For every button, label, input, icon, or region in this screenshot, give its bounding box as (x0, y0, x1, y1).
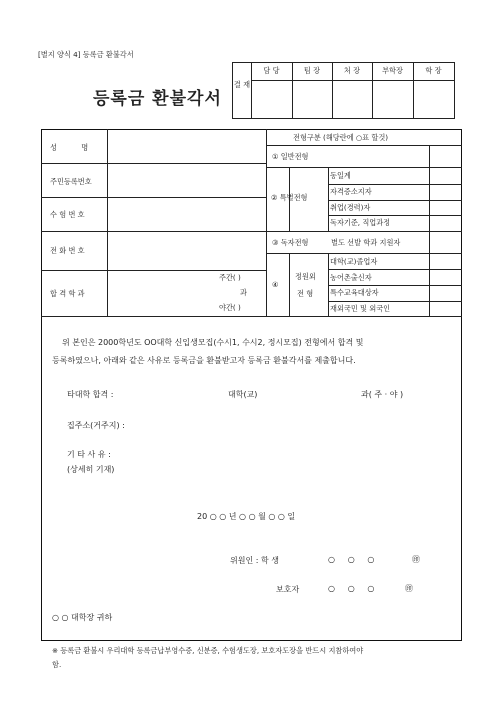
quota-item: 대학(교)졸업자 (330, 257, 378, 266)
reason-label: 기 타 사 유 : (67, 450, 111, 459)
applicant-label: 위원인 : 학 생 (230, 556, 279, 565)
independent-admission-label: ③ 독자전형 (272, 238, 309, 247)
general-check-cell[interactable] (430, 146, 461, 167)
footnote: ※ 등록금 환불시 우리대학 등록금납부영수증, 신분증, 수험생도장, 보호자도장을 반드시 지참하여야 (52, 646, 364, 655)
name-label: 성 명 (50, 143, 89, 152)
exam-number-label: 수 험 번 호 (50, 210, 85, 219)
special-admission-label: ② 특별전형 (271, 193, 308, 202)
approval-role: 처 장 (343, 66, 361, 75)
independent-item: 별도 선발 학과 지원자 (331, 238, 401, 247)
seal-icon: ㊞ (405, 584, 413, 593)
day-course-label: 주간( ) (219, 273, 241, 282)
independent-check-cell[interactable] (430, 232, 461, 253)
approval-role: 담 당 (263, 66, 280, 75)
guardian-label: 보호자 (276, 585, 300, 594)
statement-line: 위 본인은 2000학년도 OO대학 신입생모집(수시1, 수시2, 정시모집) 전형에서 합격 및 (62, 338, 364, 347)
quota-number: ④ (272, 280, 279, 289)
statement-line: 등록하였으나, 아래와 같은 사유로 등록금을 환불받고자 등록금 환불각서를 제출합니다. (52, 356, 356, 365)
special-item: 자격증소지자 (330, 187, 372, 196)
reason-detail-label: (상세히 기재) (67, 465, 115, 474)
resident-number-field[interactable] (108, 164, 266, 197)
approval-label: 결 재 (233, 80, 251, 89)
quota-label: 정원외 (295, 272, 316, 281)
seal-icon: ㊞ (412, 555, 420, 564)
department-label: 합 격 학 과 (50, 289, 85, 298)
quota-item: 재외국민 및 외국인 (330, 304, 391, 313)
approval-role: 팀 장 (303, 66, 321, 75)
guardian-sign-circles: ○ ○ ○ (328, 584, 375, 593)
applicant-sign-circles: ○ ○ ○ (328, 555, 375, 564)
page-title: 등록금 환불각서 (93, 89, 222, 109)
admission-header: 전형구분 (해당란에 ○표 할것) (293, 133, 389, 142)
quota-item: 농어촌출신자 (330, 273, 372, 282)
address-label: 집주소(거주지) : (67, 421, 125, 430)
quota-item: 특수교육대상자 (330, 288, 379, 297)
special-item: 취업(경력)자 (330, 203, 371, 212)
department-field[interactable] (108, 271, 216, 316)
exam-number-field[interactable] (108, 198, 266, 231)
other-univ-label: 타대학 합격 : (67, 390, 114, 399)
name-field[interactable] (108, 130, 266, 163)
phone-field[interactable] (108, 232, 266, 270)
quota-label: 전 형 (297, 289, 314, 298)
special-item: 동일계 (330, 171, 351, 180)
night-course-label: 야간( ) (219, 303, 241, 312)
univ-label: 대학(교) (228, 390, 258, 399)
form-label: [별지 양식 4] 등록금 환불각서 (38, 50, 134, 59)
approval-role: 학 장 (425, 66, 442, 75)
special-item: 독자기준, 직업과정 (330, 218, 391, 227)
general-admission-label: ① 일반전형 (272, 152, 309, 161)
recipient-label: ○ ○ 대학장 귀하 (52, 613, 113, 622)
resident-number-label: 주민등록번호 (50, 177, 92, 186)
phone-label: 전 화 번 호 (50, 246, 85, 255)
date-line: 20 ○ ○ 년 ○ ○ 월 ○ ○ 일 (197, 512, 296, 521)
footnote-continued: 함. (52, 660, 62, 669)
approval-role: 부학장 (382, 66, 403, 75)
course-suffix-label: 과 (240, 288, 247, 297)
course-label: 과( 주 · 야 ) (361, 390, 404, 399)
